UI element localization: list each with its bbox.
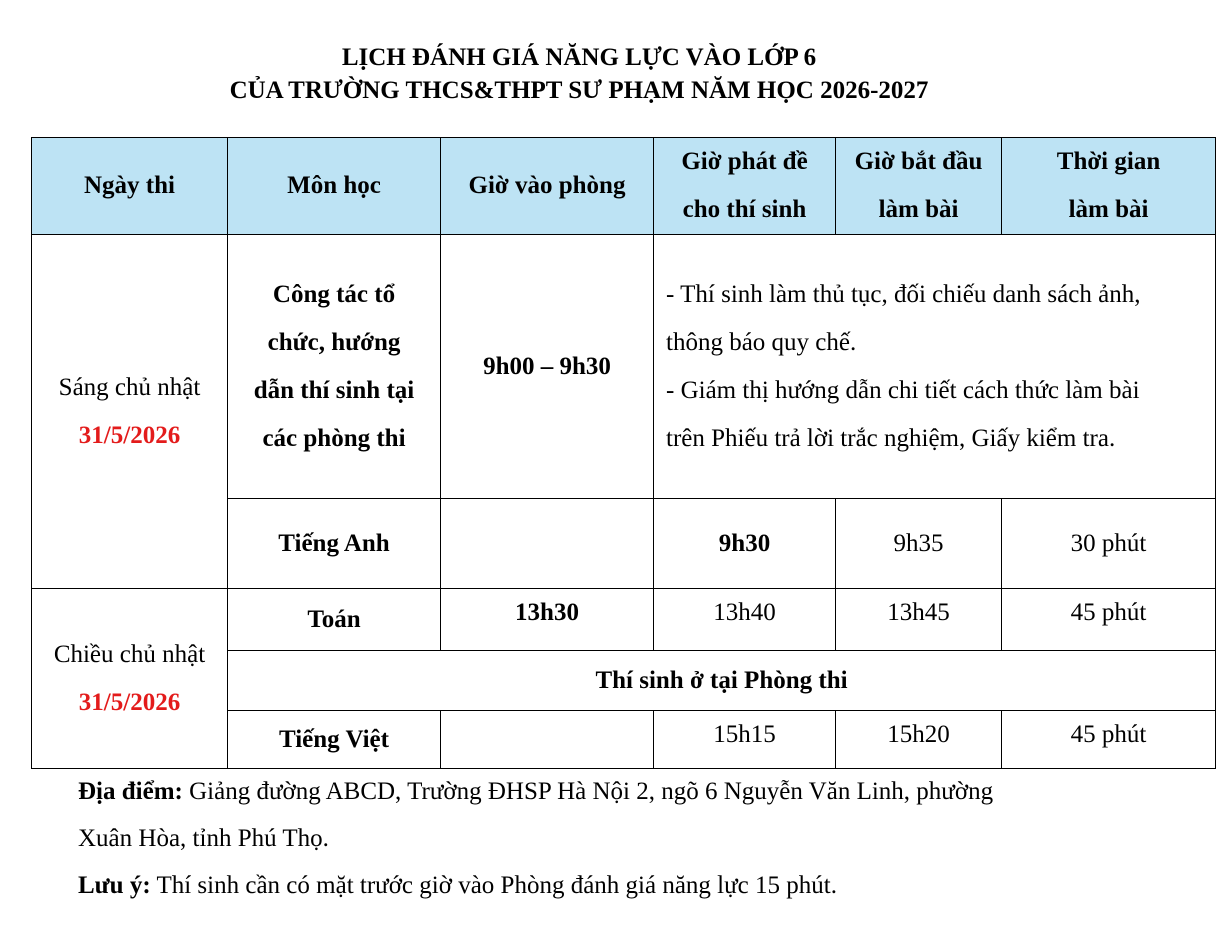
organize-note-2: thông báo quy chế.: [666, 328, 857, 356]
afternoon-session-label: Chiều chủ nhật: [53, 640, 206, 668]
location-label: Địa điểm:: [78, 778, 183, 805]
organize-subject: [228, 235, 441, 499]
header-distribute-line-1: Giờ phát đề: [681, 148, 808, 175]
vietnamese-start: 15h20: [836, 711, 1002, 769]
vietnamese-distribute: 15h15: [654, 711, 836, 769]
vietnamese-subject: Tiếng Việt: [228, 711, 441, 769]
organize-notes: [654, 235, 1216, 499]
header-distribute: [654, 138, 836, 235]
stay-in-room-note: Thí sinh ở tại Phòng thi: [228, 651, 1216, 711]
organize-subject-line-4: các phòng thi: [262, 424, 406, 452]
location-line-2: Xuân Hòa, tỉnh Phú Thọ.: [78, 825, 329, 852]
math-duration: 45 phút: [1002, 589, 1216, 651]
morning-session-cell: [32, 235, 228, 589]
math-distribute: 13h40: [654, 589, 836, 651]
morning-session-date: 31/5/2026: [78, 421, 181, 449]
organize-note-1: - Thí sinh làm thủ tục, đối chiếu danh sách ảnh,: [666, 280, 1141, 308]
vietnamese-duration: 45 phút: [1002, 711, 1216, 769]
note-line: [78, 862, 837, 910]
header-start-line-1: Giờ bắt đầu: [854, 148, 983, 175]
header-duration: [1002, 138, 1216, 235]
english-distribute: 9h30: [654, 499, 836, 589]
english-entry: [441, 499, 654, 589]
header-date: Ngày thi: [32, 138, 228, 235]
english-start: 9h35: [836, 499, 1002, 589]
header-duration-line-1: Thời gian: [1056, 148, 1161, 175]
afternoon-session-date: 31/5/2026: [78, 688, 181, 716]
header-start-line-2: làm bài: [878, 196, 959, 223]
header-subject: Môn học: [228, 138, 441, 235]
organize-subject-line-2: chức, hướng: [267, 328, 401, 356]
table-row-organize: [32, 235, 1216, 499]
english-duration: 30 phút: [1002, 499, 1216, 589]
organize-note-3: - Giám thị hướng dẫn chi tiết cách thức làm bài: [666, 376, 1140, 404]
math-start: 13h45: [836, 589, 1002, 651]
note-label: Lưu ý:: [78, 872, 151, 899]
title-line-2: CỦA TRƯỜNG THCS&THPT SƯ PHẠM NĂM HỌC 2026-2027: [229, 77, 929, 104]
location-text: Giảng đường ABCD, Trường ĐHSP Hà Nội 2, ngõ 6 Nguyễn Văn Linh, phường: [189, 778, 994, 805]
math-entry: 13h30: [441, 589, 654, 651]
table-row-math: [32, 589, 1216, 651]
morning-session-label: Sáng chủ nhật: [58, 373, 201, 401]
header-duration-line-2: làm bài: [1068, 196, 1149, 223]
english-subject: Tiếng Anh: [228, 499, 441, 589]
vietnamese-entry: [441, 711, 654, 769]
location-line: [78, 768, 993, 816]
header-start: [836, 138, 1002, 235]
header-entry: Giờ vào phòng: [441, 138, 654, 235]
header-row: [32, 138, 1216, 235]
math-subject: Toán: [228, 589, 441, 651]
note-text: Thí sinh cần có mặt trước giờ vào Phòng đánh giá năng lực 15 phút.: [156, 872, 837, 899]
organize-note-4: trên Phiếu trả lời trắc nghiệm, Giấy kiểm tra.: [666, 424, 1116, 452]
organize-entry: 9h00 – 9h30: [441, 235, 654, 499]
organize-subject-line-1: Công tác tổ: [272, 280, 396, 308]
schedule-table: [31, 137, 1216, 769]
organize-subject-line-3: dẫn thí sinh tại: [253, 376, 415, 404]
title-line-1: LỊCH ĐÁNH GIÁ NĂNG LỰC VÀO LỚP 6: [341, 44, 817, 71]
afternoon-session-cell: [32, 589, 228, 769]
header-distribute-line-2: cho thí sinh: [682, 196, 807, 223]
